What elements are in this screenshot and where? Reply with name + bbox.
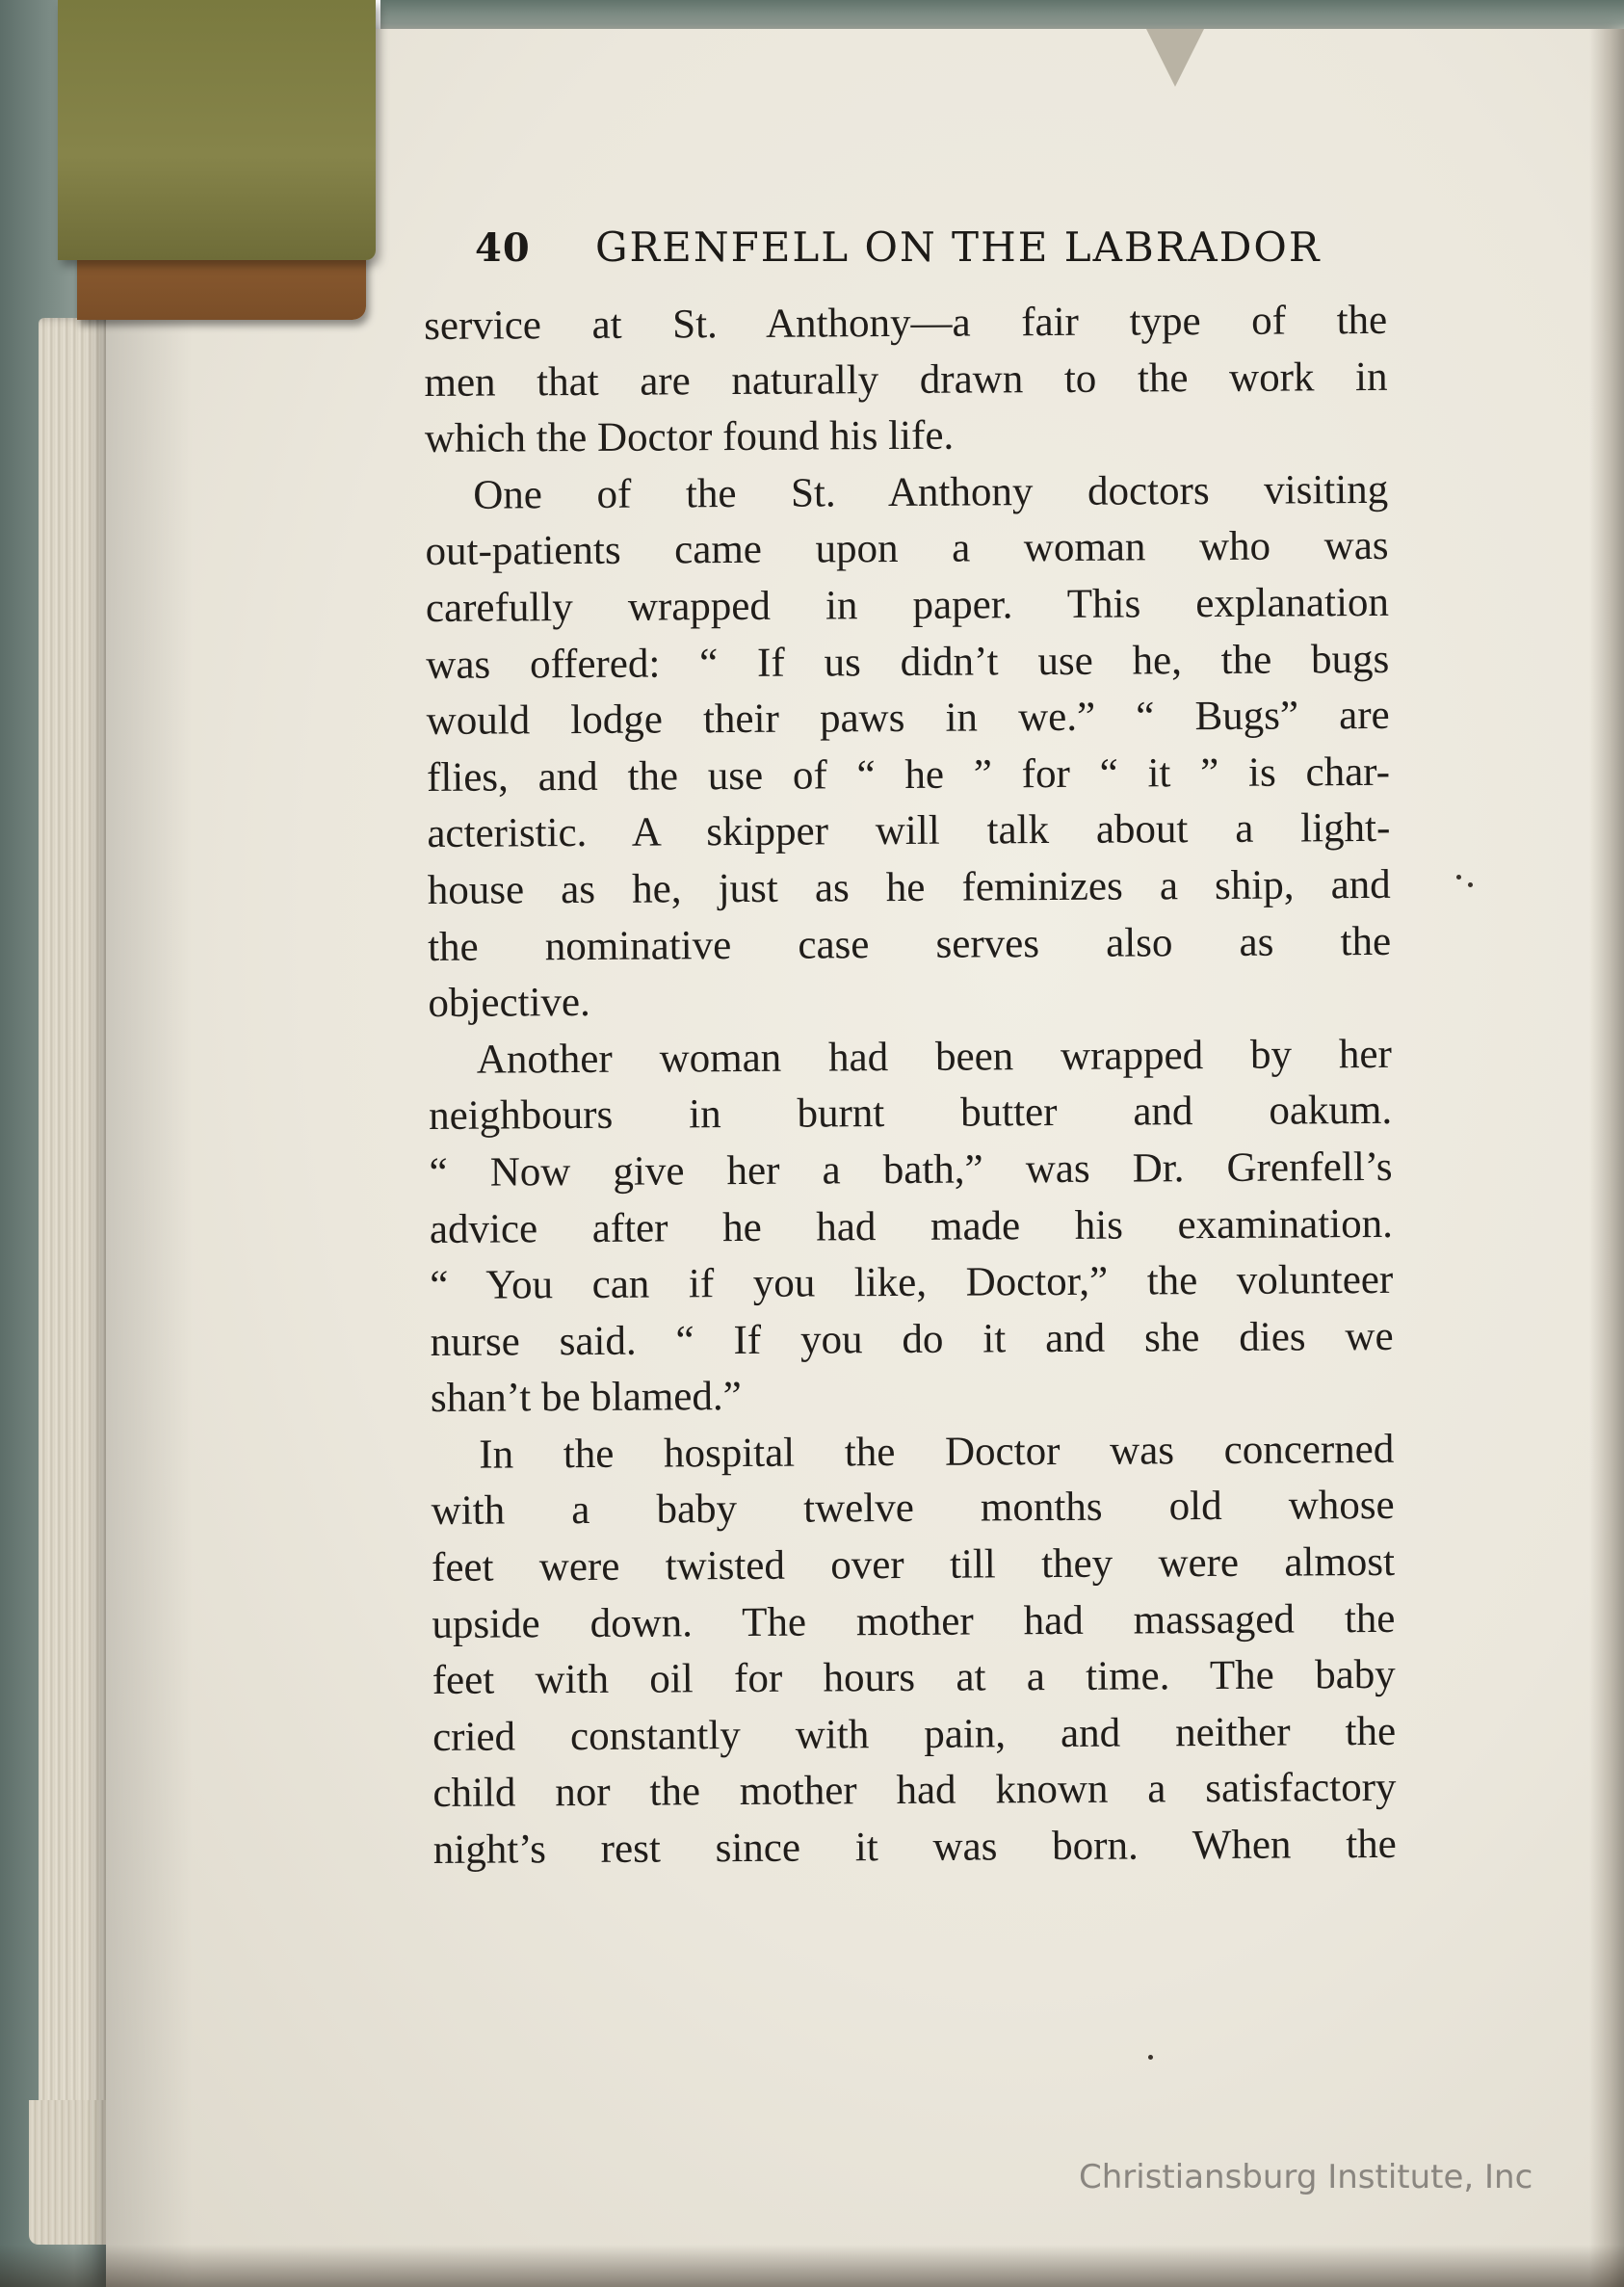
text-line: nurse said. “ If you do it and she dies we: [430, 1313, 1394, 1365]
text-line: One of the St. Anthony doctors visiting: [473, 466, 1389, 518]
text-line: service at St. Anthony—a fair type of the: [424, 297, 1388, 349]
body-text: [424, 293, 1397, 1880]
text-line: advice after he had made his examination.: [429, 1200, 1394, 1252]
text-line: In the hospital the Doctor was concerned: [479, 1426, 1395, 1478]
page-right-edge: [1589, 29, 1624, 2287]
text-line: feet were twisted over till they were almost: [431, 1538, 1396, 1591]
text-line: night’s rest since it was born. When the: [432, 1821, 1397, 1874]
text-line: men that are naturally drawn to the work in: [424, 354, 1388, 406]
text-line: shan’t be blamed.”: [430, 1374, 742, 1422]
text-line: “ You can if you like, Doctor,” the volunteer: [430, 1256, 1394, 1309]
text-line: which the Doctor found his life.: [424, 412, 955, 462]
text-line: out-patients came upon a woman who was: [425, 523, 1389, 575]
text-line: was offered: “ If us didn’t use he, the bugs: [426, 636, 1390, 688]
text-line: house as he, just as he feminizes a ship, and: [427, 861, 1391, 913]
bottom-shadow: [0, 2245, 1624, 2287]
ink-speck: [1456, 875, 1461, 880]
text-line: flies, and the use of “ he ” for “ it ” is char-: [426, 749, 1391, 801]
ink-speck: [1148, 2055, 1153, 2060]
text-line: would lodge their paws in we.” “ Bugs” are: [426, 693, 1390, 745]
page-tear-notch: [1146, 29, 1204, 87]
text-line: the nominative case serves also as the: [427, 918, 1392, 970]
text-line: acteristic. A skipper will talk about a light-: [427, 805, 1391, 857]
page-number: 40: [475, 225, 531, 271]
text-line: child nor the mother had known a satisfactory: [432, 1765, 1397, 1817]
text-line: neighbours in burnt butter and oakum.: [429, 1088, 1393, 1140]
text-line: cried constantly with pain, and neither the: [432, 1708, 1397, 1760]
text-line: Another woman had been wrapped by her: [476, 1031, 1392, 1083]
bookmark-tab: [58, 0, 376, 260]
text-line: objective.: [428, 980, 590, 1027]
bookmark-fold: [77, 252, 366, 320]
ink-speck: [1468, 882, 1473, 887]
running-title: GRENFELL ON THE LABRADOR: [595, 223, 1322, 271]
gutter-shadow: [106, 29, 193, 2287]
text-line: carefully wrapped in paper. This explanation: [425, 579, 1390, 631]
text-line: “ Now give her a bath,” was Dr. Grenfell’s: [429, 1144, 1393, 1196]
running-header: [475, 220, 1361, 277]
text-line: upside down. The mother had massaged the: [432, 1595, 1396, 1647]
watermark-text: Christiansburg Institute, Inc: [1079, 2158, 1533, 2196]
text-line: feet with oil for hours at a time. The baby: [432, 1652, 1396, 1704]
text-line: with a baby twelve months old whose: [431, 1483, 1395, 1535]
